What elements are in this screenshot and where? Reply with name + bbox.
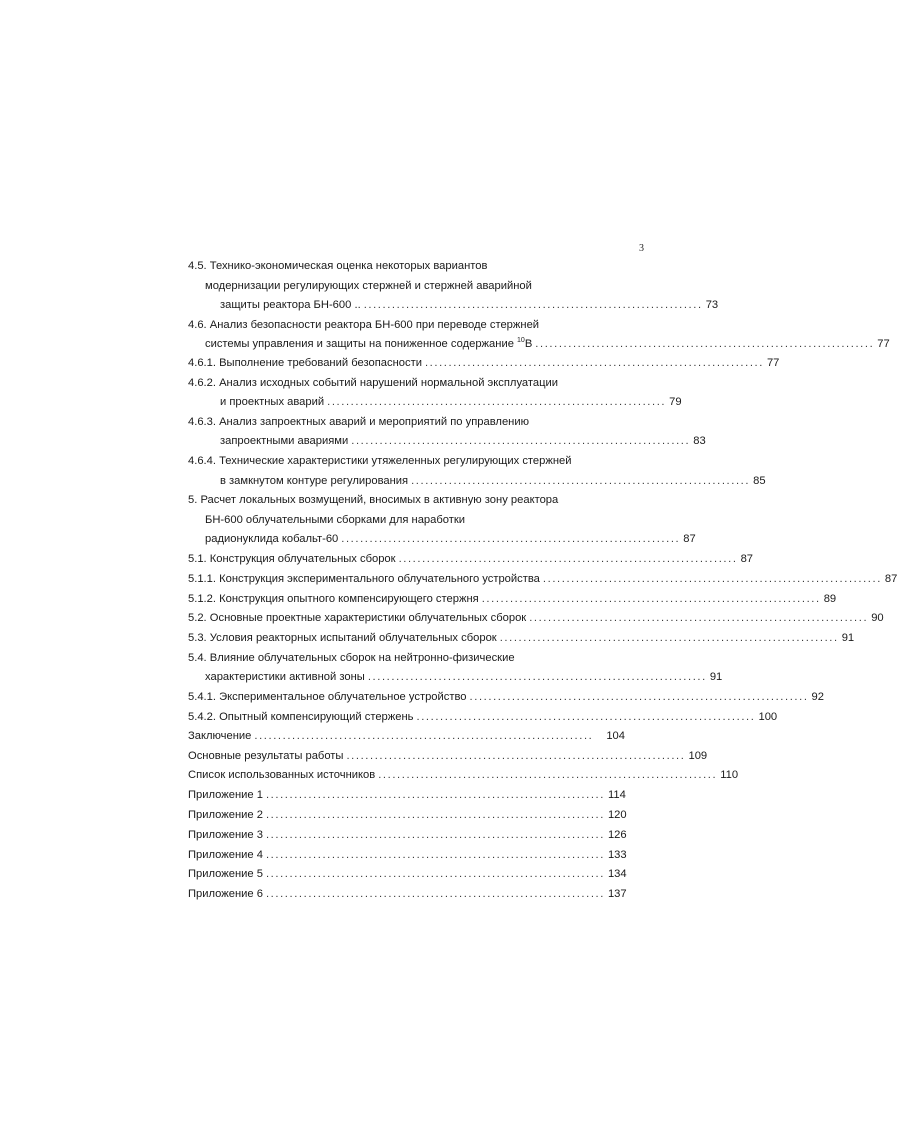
dot-leader: ........................................................................ bbox=[351, 435, 691, 447]
toc-entry-appendix-6[interactable] bbox=[188, 886, 625, 902]
toc-entry-5-1[interactable] bbox=[188, 551, 754, 567]
toc-entry-5-final[interactable] bbox=[205, 531, 696, 547]
page-number: 3 bbox=[639, 243, 644, 254]
toc-entry-text: Приложение 1 bbox=[188, 789, 263, 801]
toc-entry-text: Приложение 4 bbox=[188, 849, 263, 861]
dot-leader: ........................................................................ bbox=[265, 809, 605, 821]
dot-leader: ........................................................................ bbox=[542, 573, 882, 585]
toc-entry-text: 4.6.2. Анализ исходных событий нарушений нормальной эксплуатации bbox=[188, 377, 559, 389]
dot-leader: ........................................................................ bbox=[469, 691, 809, 703]
toc-entry-appendix-4[interactable] bbox=[188, 847, 625, 863]
toc-page-number: 104 bbox=[606, 730, 625, 742]
toc-entry-appendix-2[interactable] bbox=[188, 807, 625, 823]
toc-page-number: 87 bbox=[740, 553, 754, 565]
toc-entry-4-5-continued[interactable] bbox=[205, 278, 625, 294]
toc-entry-text: БН-600 облучательными сборками для наработки bbox=[205, 514, 466, 526]
toc-entry-text: характеристики активной зоны bbox=[205, 671, 365, 683]
toc-entry-text: модернизации регулирующих стержней и стержней аварийной bbox=[205, 280, 532, 292]
toc-entry-references[interactable] bbox=[188, 767, 739, 783]
toc-entry-text: 4.6.3. Анализ запроектных аварий и мероприятий по управлению bbox=[188, 416, 529, 428]
toc-page-number: 90 bbox=[871, 612, 884, 624]
toc-page-number: 87 bbox=[884, 573, 897, 585]
toc-entry-4-5-heading[interactable] bbox=[188, 258, 625, 274]
toc-page-number: 114 bbox=[607, 789, 626, 801]
toc-entry-text: 4.6.1. Выполнение требований безопасности bbox=[188, 357, 422, 369]
toc-entry-appendix-3[interactable] bbox=[188, 827, 625, 843]
toc-entry-text: 5.4. Влияние облучательных сборок на нейтронно-физические bbox=[188, 652, 515, 664]
toc-entry-5-2[interactable] bbox=[188, 610, 884, 626]
toc-entry-5-continued[interactable] bbox=[205, 512, 625, 528]
dot-leader: ........................................................................ bbox=[367, 671, 707, 683]
toc-page-number: 134 bbox=[607, 868, 627, 880]
toc-entry-text: 5.1.2. Конструкция опытного компенсирующего стержня bbox=[188, 593, 479, 605]
toc-entry-4-6-3-final[interactable] bbox=[220, 433, 706, 449]
dot-leader: ........................................................................ bbox=[424, 357, 764, 369]
toc-page-number: 87 bbox=[683, 533, 696, 545]
dot-leader: ........................................................................ bbox=[411, 475, 751, 487]
toc-entry-5-4-1[interactable] bbox=[188, 689, 824, 705]
toc-entry-appendix-1[interactable] bbox=[188, 787, 625, 803]
toc-entry-text: защиты реактора БН-600 .. bbox=[220, 299, 361, 311]
dot-leader: ........................................................................ bbox=[529, 612, 869, 624]
toc-entry-text: 5.4.2. Опытный компенсирующий стержень bbox=[188, 711, 414, 723]
toc-page-number: 77 bbox=[766, 357, 780, 369]
toc-entry-main-results[interactable] bbox=[188, 748, 708, 764]
toc-entry-text-main: системы управления и защиты на пониженное содержание bbox=[205, 338, 514, 350]
toc-entry-text: 4.6.4. Технические характеристики утяжеленных регулирующих стержней bbox=[188, 455, 572, 467]
toc-entry-text: и проектных аварий bbox=[220, 396, 325, 408]
dot-leader: ........................................................................ bbox=[265, 849, 605, 861]
toc-page-number: 100 bbox=[758, 711, 778, 723]
toc-page-number: 91 bbox=[709, 671, 723, 683]
toc-entry-4-6-2-heading[interactable] bbox=[188, 375, 625, 391]
toc-entry-5-heading[interactable] bbox=[188, 492, 625, 508]
isotope-symbol: В bbox=[524, 338, 533, 350]
toc-entry-5-3[interactable] bbox=[188, 630, 855, 646]
toc-entry-5-1-1[interactable] bbox=[188, 571, 897, 587]
toc-entry-5-1-2[interactable] bbox=[188, 591, 837, 607]
toc-entry-5-4-final[interactable] bbox=[205, 669, 723, 685]
toc-page-number: 120 bbox=[607, 809, 627, 821]
dot-leader: ........................................................................ bbox=[499, 632, 839, 644]
toc-page-number: 137 bbox=[607, 888, 627, 900]
toc-page-number: 89 bbox=[823, 593, 837, 605]
toc-entry-text: 5.2. Основные проектные характеристики облучательных сборок bbox=[188, 612, 527, 624]
toc-entry-4-6-2-final[interactable] bbox=[220, 394, 682, 410]
dot-leader: ........................................................................ bbox=[363, 299, 703, 311]
toc-entry-4-5-final[interactable] bbox=[220, 297, 719, 313]
isotope-superscript: 10 bbox=[517, 337, 525, 344]
toc-entry-5-4-heading[interactable] bbox=[188, 650, 625, 666]
toc-entry-4-6-4-final[interactable] bbox=[220, 473, 766, 489]
toc-entry-text: 5.1.1. Конструкция экспериментального облучательного устройства bbox=[188, 573, 540, 585]
dot-leader: ........................................................................ bbox=[341, 533, 681, 545]
toc-entry-4-6-3-heading[interactable] bbox=[188, 414, 625, 430]
toc-entry-4-6-1[interactable] bbox=[188, 355, 780, 371]
toc-entry-text: 5.1. Конструкция облучательных сборок bbox=[188, 553, 396, 565]
dot-leader: ........................................................................ bbox=[398, 553, 738, 565]
toc-entry-conclusion[interactable] bbox=[188, 728, 625, 744]
toc-entry-text: 4.6. Анализ безопасности реактора БН-600 при переводе стержней bbox=[188, 319, 540, 331]
toc-entry-text bbox=[205, 333, 532, 352]
toc-page-number: 85 bbox=[753, 475, 766, 487]
toc-entry-4-6-heading[interactable] bbox=[188, 317, 625, 333]
dot-leader: ........................................................................ bbox=[265, 888, 605, 900]
toc-page-number: 92 bbox=[811, 691, 824, 703]
toc-entry-5-4-2[interactable] bbox=[188, 709, 778, 725]
toc-entry-text: Приложение 3 bbox=[188, 829, 263, 841]
toc-page-number: 77 bbox=[877, 338, 890, 350]
toc-page-number: 91 bbox=[841, 632, 855, 644]
toc-entry-text: Приложение 5 bbox=[188, 868, 263, 880]
dot-leader: ........................................................................ bbox=[346, 750, 686, 762]
toc-entry-text: радионуклида кобальт-60 bbox=[205, 533, 339, 545]
dot-leader: ........................................................................ bbox=[265, 868, 605, 880]
toc-page-number: 109 bbox=[688, 750, 708, 762]
toc-entry-text: Заключение bbox=[188, 730, 252, 742]
toc-entry-text: в замкнутом контуре регулирования bbox=[220, 475, 409, 487]
toc-page-number: 79 bbox=[669, 396, 682, 408]
toc-entry-text: 5.3. Условия реакторных испытаний облучательных сборок bbox=[188, 632, 497, 644]
toc-page-number: 110 bbox=[720, 769, 739, 781]
toc-entry-text: Список использованных источников bbox=[188, 769, 376, 781]
toc-page-number: 133 bbox=[607, 849, 627, 861]
toc-entry-text: 5. Расчет локальных возмущений, вносимых в активную зону реактора bbox=[188, 494, 559, 506]
toc-entry-text: Основные результаты работы bbox=[188, 750, 344, 762]
toc-entry-text: Приложение 2 bbox=[188, 809, 263, 821]
dot-leader: ........................................................................ bbox=[327, 396, 667, 408]
toc-page-number: 126 bbox=[607, 829, 627, 841]
toc-entry-text: Приложение 6 bbox=[188, 888, 263, 900]
toc-entry-text: 4.5. Технико-экономическая оценка некоторых вариантов bbox=[188, 260, 488, 272]
toc-entry-4-6-final[interactable] bbox=[205, 336, 890, 352]
dot-leader: ........................................................................ bbox=[416, 711, 756, 723]
toc-page-number: 83 bbox=[693, 435, 706, 447]
dot-leader: ........................................................................ bbox=[481, 593, 821, 605]
toc-entry-text: запроектными авариями bbox=[220, 435, 349, 447]
toc-entry-4-6-4-heading[interactable] bbox=[188, 453, 625, 469]
toc-entry-appendix-5[interactable] bbox=[188, 866, 625, 882]
dot-leader: ........................................................................ bbox=[265, 789, 605, 801]
toc-page-number: 73 bbox=[705, 299, 719, 311]
toc-entry-text: 5.4.1. Экспериментальное облучательное устройство bbox=[188, 691, 467, 703]
dot-leader: ........................................................................ bbox=[535, 338, 875, 350]
dot-leader: ........................................................................ bbox=[378, 769, 718, 781]
dot-leader: ........................................................................ bbox=[265, 829, 605, 841]
dot-leader: ........................................................................ bbox=[254, 730, 594, 742]
